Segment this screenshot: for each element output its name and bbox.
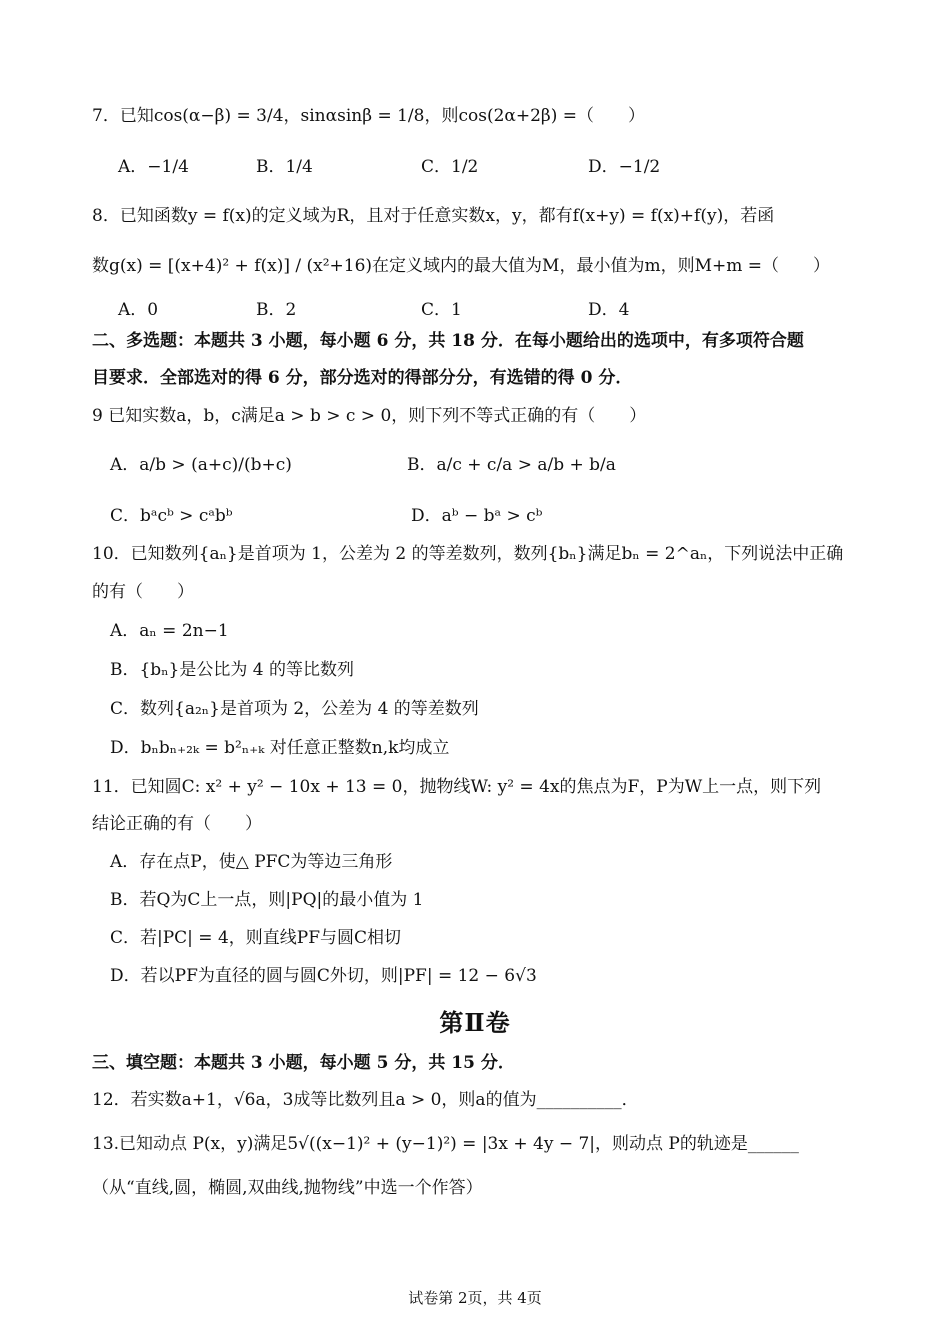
q8-option-c: C．1 <box>421 300 462 320</box>
q11-option-a: A．存在点P，使△ PFC为等边三角形 <box>110 852 393 872</box>
q7-option-b: B．1/4 <box>256 157 313 177</box>
q8-stem-line2: 数g(x) = [(x+4)² + f(x)] / (x²+16)在定义域内的最大值为M，最小值为m，则M+m =（ ） <box>92 256 830 276</box>
q11-option-d: D．若以PF为直径的圆与圆C外切，则|PF| = 12 − 6√3 <box>110 966 537 986</box>
q10-stem-line1: 10．已知数列{aₙ}是首项为 1，公差为 2 的等差数列，数列{bₙ}满足bₙ = 2^aₙ，下列说法中正确 <box>92 544 844 564</box>
q10-option-c: C．数列{a₂ₙ}是首项为 2，公差为 4 的等差数列 <box>110 699 479 719</box>
q7-option-c: C．1/2 <box>421 157 479 177</box>
q8-option-a: A．0 <box>118 300 159 320</box>
q9-option-c: C．bᵃcᵇ > cᵃbᵇ <box>110 506 233 526</box>
part2-title: 第Ⅱ卷 <box>439 1008 511 1037</box>
q13-stem-line2: （从“直线,圆，椭圆,双曲线,抛物线”中选一个作答） <box>92 1178 483 1198</box>
q8-option-b: B．2 <box>256 300 297 320</box>
q13-stem-line1: 13.已知动点 P(x，y)满足5√((x−1)² + (y−1)²) = |3x + 4y − 7|，则动点 P的轨迹是______ <box>92 1134 799 1154</box>
q10-option-d: D．bₙbₙ₊₂ₖ = b²ₙ₊ₖ 对任意正整数n,k均成立 <box>110 738 450 758</box>
q8-stem-line1: 8．已知函数y = f(x)的定义域为R，且对于任意实数x，y，都有f(x+y) = f(x)+f(y)，若函 <box>92 206 775 226</box>
q9-option-b: B．a/c + c/a > a/b + b/a <box>407 455 616 475</box>
q9-option-a: A．a/b > (a+c)/(b+c) <box>110 455 292 475</box>
section3-heading: 三、填空题：本题共 3 小题，每小题 5 分，共 15 分． <box>92 1053 515 1073</box>
q10-stem-line2: 的有（ ） <box>92 582 194 602</box>
q7-stem: 7．已知cos(α−β) = 3/4，sinαsinβ = 1/8，则cos(2α+2β) =（ ） <box>92 106 646 126</box>
q10-option-a: A．aₙ = 2n−1 <box>110 621 229 641</box>
q10-option-b: B．{bₙ}是公比为 4 的等比数列 <box>110 660 354 680</box>
q12-stem: 12．若实数a+1，√6a，3成等比数列且a > 0，则a的值为__________． <box>92 1090 639 1110</box>
section2-heading-line1: 二、多选题：本题共 3 小题，每小题 6 分，共 18 分．在每小题给出的选项中，有多项符合题 <box>92 331 804 351</box>
q11-option-c: C．若|PC| = 4，则直线PF与圆C相切 <box>110 928 402 948</box>
section2-heading-line2: 目要求．全部选对的得 6 分，部分选对的得部分分，有选错的得 0 分． <box>92 368 633 388</box>
q7-option-a: A．−1/4 <box>118 157 189 177</box>
q11-stem-line1: 11．已知圆C: x² + y² − 10x + 13 = 0，抛物线W: y² = 4x的焦点为F，P为W上一点，则下列 <box>92 777 822 797</box>
q11-option-b: B．若Q为C上一点，则|PQ|的最小值为 1 <box>110 890 424 910</box>
q9-stem: 9 已知实数a，b，c满足a > b > c > 0，则下列不等式正确的有（ ） <box>92 406 647 426</box>
q7-option-d: D．−1/2 <box>588 157 661 177</box>
page-footer: 试卷第 2页，共 4页 <box>408 1289 542 1307</box>
q8-option-d: D．4 <box>588 300 630 320</box>
q9-option-d: D．aᵇ − bᵃ > cᵇ <box>411 506 543 526</box>
q11-stem-line2: 结论正确的有（ ） <box>92 814 262 834</box>
